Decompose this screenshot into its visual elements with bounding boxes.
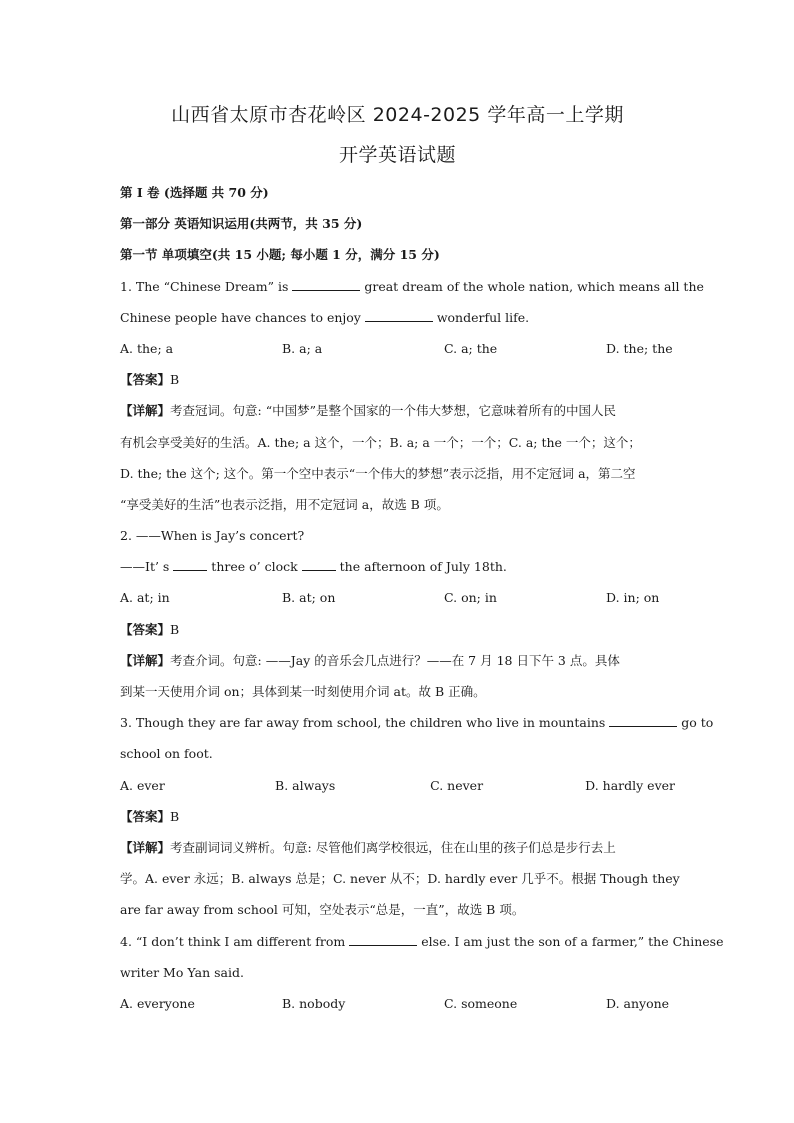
option-c: C. someone xyxy=(444,995,518,1011)
question-3-detail-2: 学。A. ever 永远；B. always 总是；C. never 从不；D. hardly ever 几乎不。根据 Though they xyxy=(120,871,680,887)
blank xyxy=(609,714,677,727)
question-2-detail-1: 【详解】考查介词。句意: ——Jay 的音乐会几点进行？——在 7 月 18 日下午 3 点。具体 xyxy=(120,652,620,668)
blank xyxy=(173,558,207,571)
doc-title-line2: 开学英语试题 xyxy=(338,144,456,166)
option-d: D. hardly ever xyxy=(585,777,676,793)
question-3-detail-3: are far away from school 可知，空处表示“总是，一直”，故选 B 项。 xyxy=(120,902,525,918)
blank xyxy=(292,278,360,291)
blank xyxy=(349,933,417,946)
option-a: A. ever xyxy=(120,777,165,793)
question-1-detail-4: “享受美好的生活”也表示泛指，用不定冠词 a，故选 B 项。 xyxy=(120,496,449,512)
document-page xyxy=(120,95,724,1019)
question-4-options xyxy=(120,988,675,1019)
doc-title-line1: 山西省太原市杏花岭区 2024-2025 学年高一上学期 xyxy=(171,104,624,126)
option-c: C. on; in xyxy=(444,590,497,606)
question-4-line2: writer Mo Yan said. xyxy=(120,964,244,980)
section-heading: 第 I 卷 (选择题 共 70 分) xyxy=(120,185,269,200)
blank xyxy=(365,309,433,322)
question-3-answer: 【答案】B xyxy=(120,808,180,824)
question-2-line2: ——It’ s three o’ clock the afternoon of July 18th. xyxy=(120,559,507,575)
option-c: C. never xyxy=(430,777,484,793)
option-d: D. anyone xyxy=(606,995,670,1011)
question-2-line1: 2. ——When is Jay’s concert? xyxy=(120,528,305,544)
question-3-line1: 3. Though they are far away from school, the children who live in mountains go to xyxy=(120,715,714,731)
option-c: C. a; the xyxy=(444,340,498,356)
question-1-options xyxy=(120,333,675,364)
question-1-detail-1: 【详解】考查冠词。句意: “中国梦”是整个国家的一个伟大梦想，它意味着所有的中国人民 xyxy=(120,403,616,419)
option-a: A. at; in xyxy=(120,590,170,606)
question-3-detail-1: 【详解】考查副词词义辨析。句意: 尽管他们离学校很远，住在山里的孩子们总是步行去上 xyxy=(120,839,616,855)
subsection-heading: 第一节 单项填空(共 15 小题; 每小题 1 分，满分 15 分) xyxy=(120,247,440,263)
question-1-answer: 【答案】B xyxy=(120,372,180,388)
blank xyxy=(302,558,336,571)
question-1-detail-3: D. the; the 这个; 这个。第一个空中表示“一个伟大的梦想”表示泛指，用不定冠词 a，第二空 xyxy=(120,465,636,481)
question-2-detail-2: 到某一天使用介词 on；具体到某一时刻使用介词 at。故 B 正确。 xyxy=(120,684,486,699)
option-b: B. always xyxy=(275,777,336,793)
part-heading: 第一部分 英语知识运用(共两节，共 35 分) xyxy=(120,216,363,232)
option-a: A. everyone xyxy=(120,995,195,1011)
option-a: A. the; a xyxy=(120,340,174,356)
question-1-line2: Chinese people have chances to enjoy wonderful life. xyxy=(120,309,530,325)
question-4-line1: 4. “I don’t think I am different from else. I am just the son of a farmer,” the Chinese xyxy=(120,933,724,949)
option-d: D. the; the xyxy=(606,340,673,356)
question-2-answer: 【答案】B xyxy=(120,621,180,637)
option-b: B. a; a xyxy=(282,340,323,356)
question-1-detail-2: 有机会享受美好的生活。A. the; a 这个，一个；B. a; a 一个；一个；C. a; the 一个；这个； xyxy=(120,434,641,450)
question-3-line2: school on foot. xyxy=(120,746,213,762)
question-2-options xyxy=(120,582,675,613)
question-1-line1: 1. The “Chinese Dream” is great dream of the whole nation, which means all the xyxy=(120,278,704,294)
option-b: B. at; on xyxy=(282,590,336,606)
option-d: D. in; on xyxy=(606,590,660,606)
option-b: B. nobody xyxy=(282,995,346,1011)
question-3-options xyxy=(120,770,675,801)
